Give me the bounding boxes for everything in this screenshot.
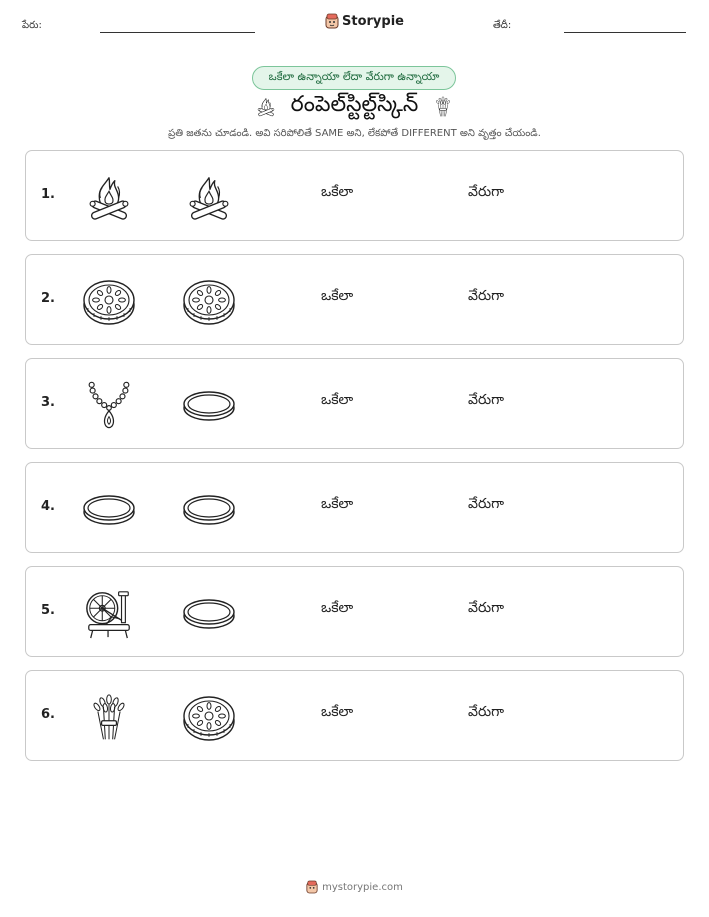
question-card-5 xyxy=(25,566,684,657)
question-card-2 xyxy=(25,254,684,345)
storypie-mascot-icon xyxy=(325,13,339,29)
different-option[interactable]: వేరుగా xyxy=(468,392,504,408)
logo-text: Storypie xyxy=(342,13,404,29)
different-option[interactable]: వేరుగా xyxy=(468,496,504,512)
different-option[interactable]: వేరుగా xyxy=(468,288,504,304)
ring-icon xyxy=(82,483,136,537)
question-card-1 xyxy=(25,150,684,241)
title-row xyxy=(0,92,709,122)
question-card-3 xyxy=(25,358,684,449)
question-number: 2. xyxy=(41,291,55,306)
same-option[interactable]: ఒకేలా xyxy=(321,392,354,408)
page-title: రంపెల్‌స్టిల్ట్‌స్కిన్ xyxy=(290,92,419,117)
coin-icon xyxy=(182,275,236,329)
question-number: 4. xyxy=(41,499,55,514)
different-option[interactable]: వేరుగా xyxy=(468,184,504,200)
question-number: 5. xyxy=(41,603,55,618)
same-option[interactable]: ఒకేలా xyxy=(321,704,354,720)
date-field-line[interactable] xyxy=(564,32,686,33)
storypie-logo xyxy=(325,13,404,29)
coin-icon xyxy=(82,275,136,329)
question-number: 6. xyxy=(41,707,55,722)
footer xyxy=(0,880,709,894)
wheat-bundle-icon xyxy=(432,96,454,118)
different-option[interactable]: వేరుగా xyxy=(468,704,504,720)
name-field-line[interactable] xyxy=(100,32,255,33)
ring-icon xyxy=(182,483,236,537)
different-option[interactable]: వేరుగా xyxy=(468,600,504,616)
name-label: పేరు: xyxy=(22,20,42,31)
storypie-mascot-icon xyxy=(306,880,318,894)
question-number: 3. xyxy=(41,395,55,410)
same-option[interactable]: ఒకేలా xyxy=(321,184,354,200)
date-label: తేదీ: xyxy=(493,20,512,31)
campfire-icon xyxy=(82,171,136,225)
same-option[interactable]: ఒకేలా xyxy=(321,600,354,616)
footer-site: mystorypie.com xyxy=(322,881,403,893)
coin-icon xyxy=(182,691,236,745)
necklace-icon xyxy=(82,379,136,433)
wheat-bundle-icon xyxy=(82,691,136,745)
same-option[interactable]: ఒకేలా xyxy=(321,496,354,512)
campfire-icon xyxy=(255,96,277,118)
campfire-icon xyxy=(182,171,236,225)
same-option[interactable]: ఒకేలా xyxy=(321,288,354,304)
question-card-6 xyxy=(25,670,684,761)
spinning-wheel-icon xyxy=(82,587,136,641)
ring-icon xyxy=(182,379,236,433)
question-number: 1. xyxy=(41,187,55,202)
ring-icon xyxy=(182,587,236,641)
worksheet-badge: ఒకేలా ఉన్నాయా లేదా వేరుగా ఉన్నాయా xyxy=(252,66,456,90)
question-card-4 xyxy=(25,462,684,553)
instructions: ప్రతి జతను చూడండి. అవి సరిపోలితే SAME అని, లేకపోతే DIFFERENT అని వృత్తం చేయండి. xyxy=(168,128,541,139)
